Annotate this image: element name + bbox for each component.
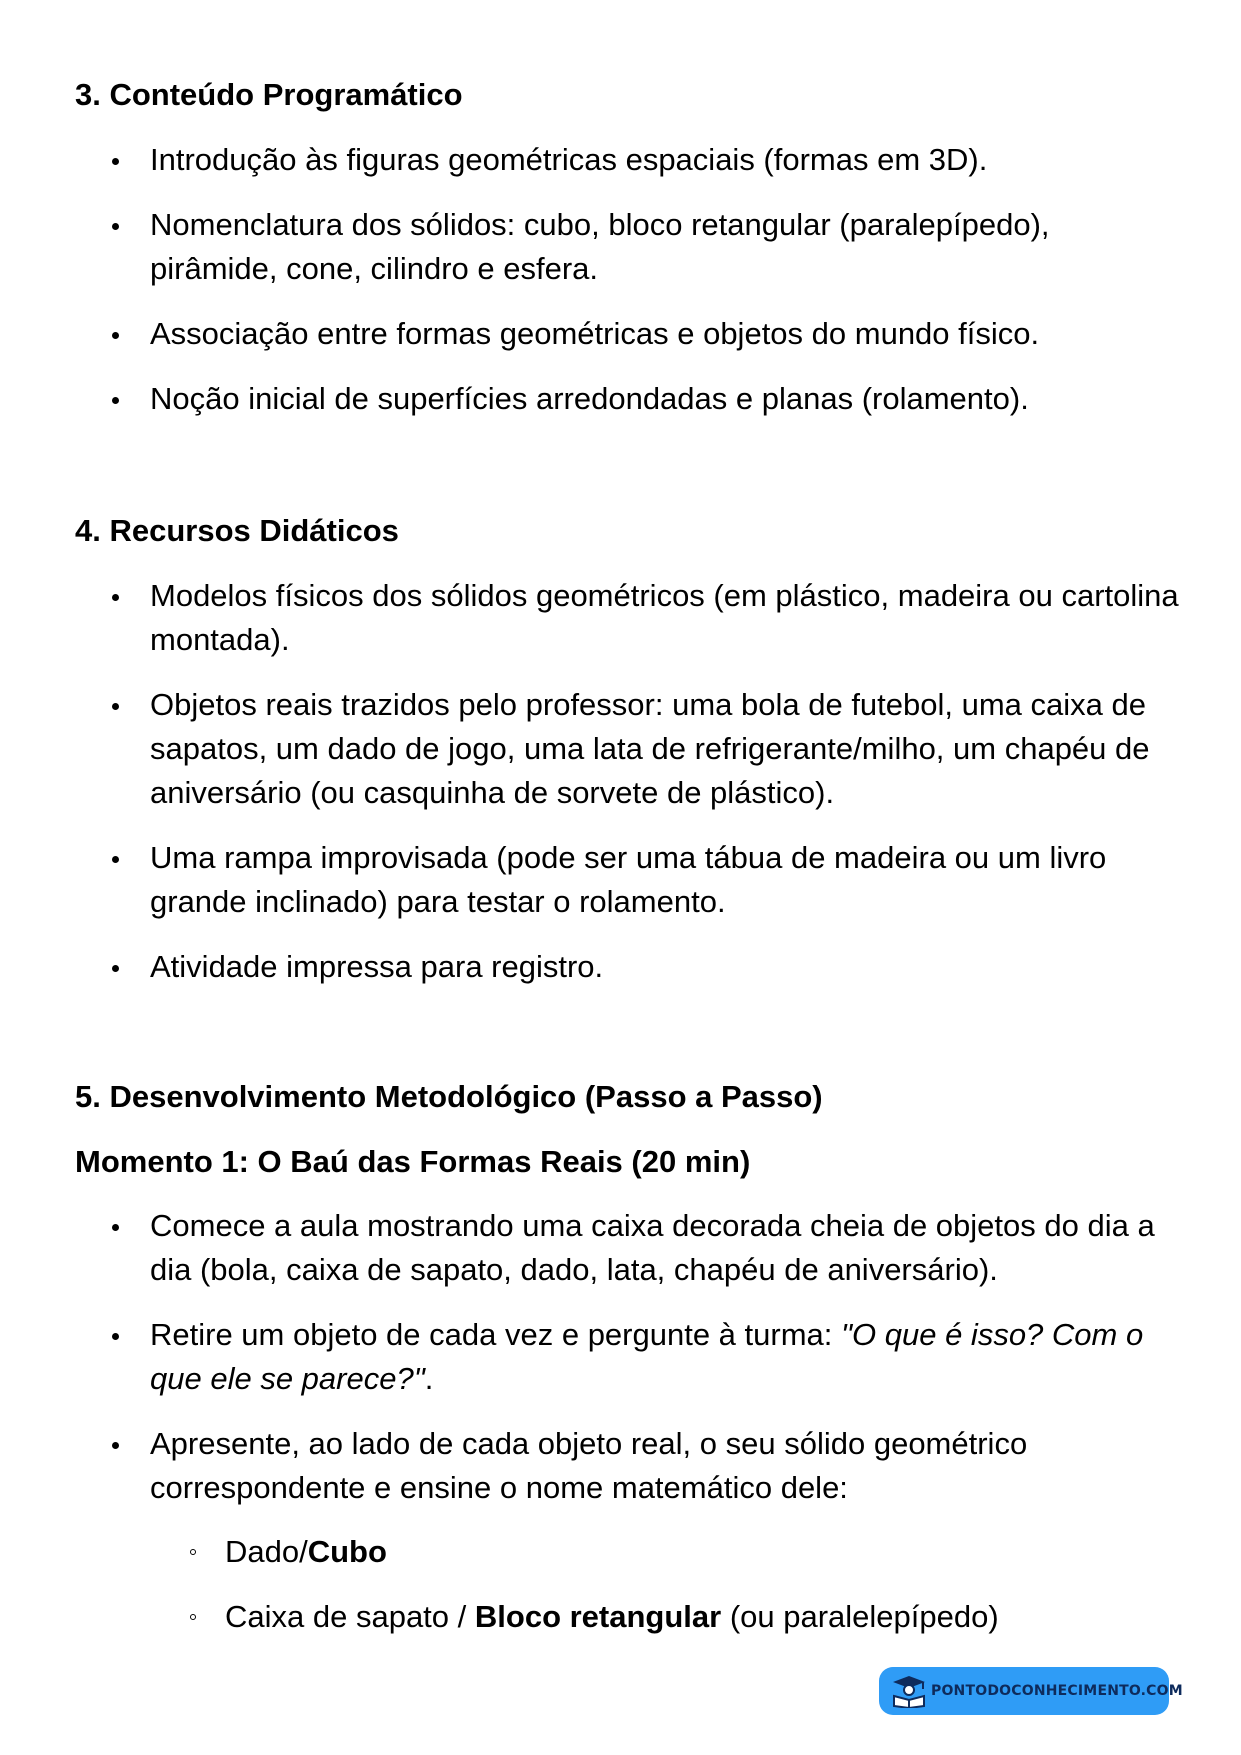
- bullet-icon: [112, 965, 119, 972]
- bullet-icon: [112, 332, 119, 339]
- bullet-icon: [112, 397, 119, 404]
- list-item: Apresente, ao lado de cada objeto real, o seu sólido geométrico correspondente e ensine o nome matemático dele:: [0, 1422, 1241, 1510]
- bullet-icon: [112, 158, 119, 165]
- bullet-icon: [112, 856, 119, 863]
- list-item: Objetos reais trazidos pelo professor: uma bola de futebol, uma caixa de sapatos, um dado de jogo, uma lata de refrigerante/milho, um chapéu de aniversário (ou casquinha de sorvete de plástico).: [0, 683, 1241, 815]
- circle-bullet-icon: [190, 1549, 196, 1555]
- bullet-icon: [112, 223, 119, 230]
- section-3-list: [0, 138, 1241, 442]
- sublist-item: Caixa de sapato / Bloco retangular (ou paralelepípedo): [0, 1595, 1241, 1639]
- bullet-icon: [112, 594, 119, 601]
- circle-bullet-icon: [190, 1614, 196, 1620]
- list-item: Modelos físicos dos sólidos geométricos (em plástico, madeira ou cartolina montada).: [0, 574, 1241, 662]
- section-4-heading: 4. Recursos Didáticos: [75, 513, 399, 548]
- list-item: Uma rampa improvisada (pode ser uma tábua de madeira ou um livro grande inclinado) para testar o rolamento.: [0, 836, 1241, 924]
- quoted-question: "O que é isso? Com o que ele se parece?": [150, 1317, 1144, 1396]
- site-logo[interactable]: [879, 1667, 1183, 1715]
- sublist-item: Dado/Cubo: [0, 1530, 1241, 1574]
- bullet-icon: [112, 703, 119, 710]
- bullet-icon: [112, 1224, 119, 1231]
- section-5-heading: 5. Desenvolvimento Metodológico (Passo a Passo): [75, 1079, 823, 1114]
- moment-1-heading: Momento 1: O Baú das Formas Reais (20 min): [75, 1144, 751, 1179]
- moment-1-list: [0, 1204, 1241, 1531]
- list-item: Atividade impressa para registro.: [0, 945, 1241, 989]
- list-item: Nomenclatura dos sólidos: cubo, bloco retangular (paralepípedo), pirâmide, cone, cilindro e esfera.: [0, 203, 1241, 291]
- section-3-heading: 3. Conteúdo Programático: [75, 77, 463, 112]
- list-item: Introdução às figuras geométricas espaciais (formas em 3D).: [0, 138, 1241, 182]
- solids-sublist: [0, 1530, 1241, 1660]
- list-item: Comece a aula mostrando uma caixa decorada cheia de objetos do dia a dia (bola, caixa de sapato, dado, lata, chapéu de aniversário).: [0, 1204, 1241, 1292]
- reading-student-icon: [891, 1674, 927, 1708]
- list-item: Retire um objeto de cada vez e pergunte à turma: "O que é isso? Com o que ele se parece?".: [0, 1313, 1241, 1401]
- bullet-icon: [112, 1333, 119, 1340]
- list-item: Associação entre formas geométricas e objetos do mundo físico.: [0, 312, 1241, 356]
- bullet-icon: [112, 1442, 119, 1449]
- section-4-list: [0, 574, 1241, 1010]
- list-item: Noção inicial de superfícies arredondadas e planas (rolamento).: [0, 377, 1241, 421]
- logo-text: PONTODOCONHECIMENTO.COM: [931, 1683, 1183, 1699]
